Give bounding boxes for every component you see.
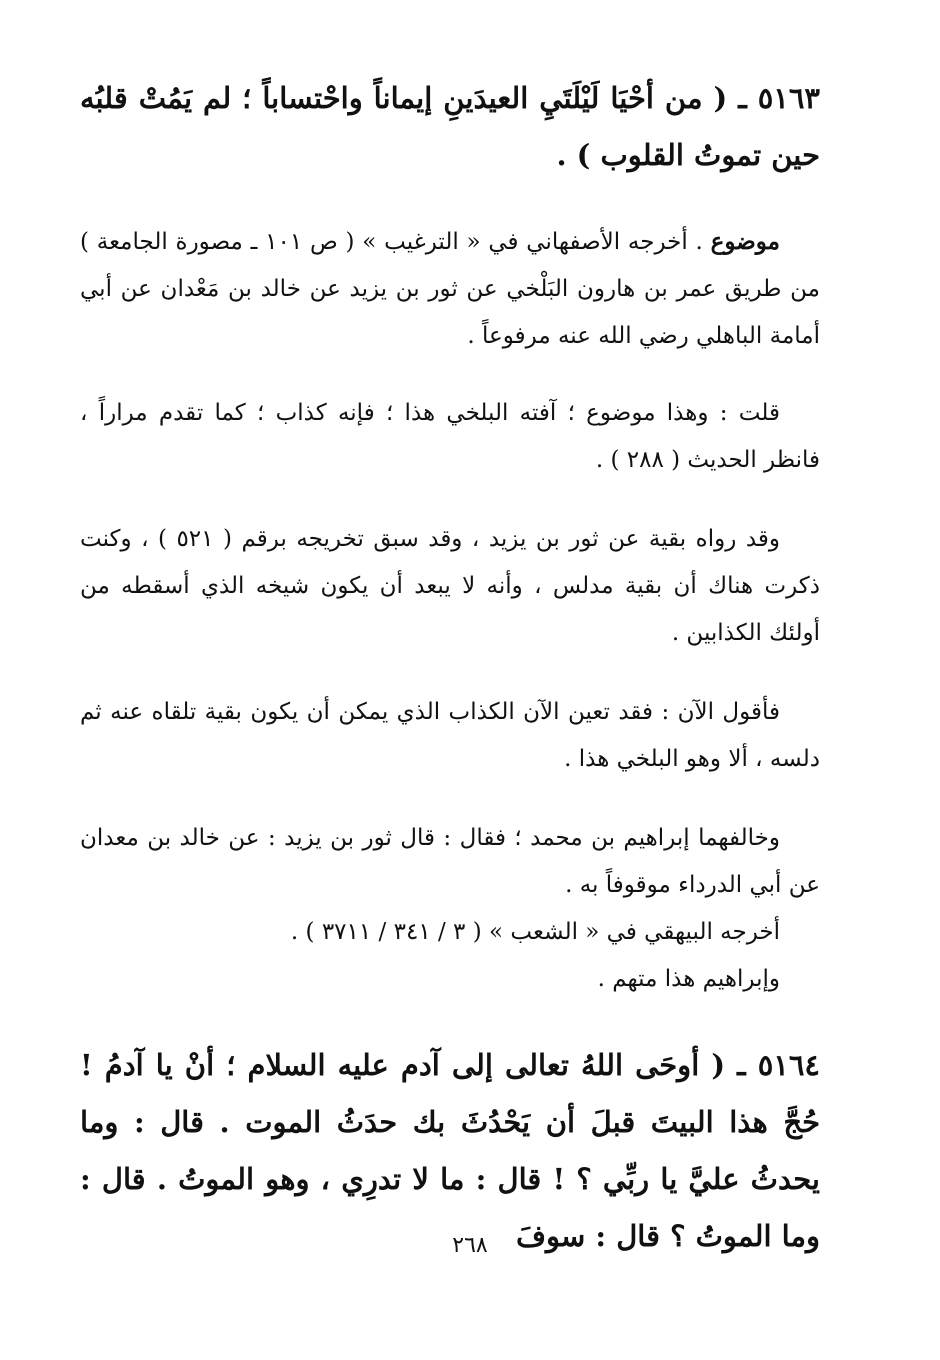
grading-label: موضوع bbox=[710, 228, 780, 255]
grading-paragraph bbox=[80, 218, 820, 360]
comment-text-2: وقد رواه بقية عن ثور بن يزيد ، وقد سبق تخريجه برقم ( ٥٢١ ) ، وكنت ذكرت هناك أن بقية مدلس ، وأنه لا يبعد أن يكون شيخه الذي أسقطه من أولئك الكذابين . bbox=[80, 526, 820, 646]
note-paragraph bbox=[80, 956, 820, 1003]
comment-paragraph-1 bbox=[80, 390, 820, 484]
takhrij-text: أخرجه البيهقي في « الشعب » ( ٣ / ٣٤١ / ٣٧١١ ) . bbox=[290, 919, 780, 945]
hadith-5163-text: ٥١٦٣ ـ ( من أحْيَا لَيْلَتَيِ العيدَينِ إيماناً واحْتساباً ؛ لم يَمُتْ قلبُه حين تموتُ القلوب ) . bbox=[80, 81, 820, 172]
comment-paragraph-3 bbox=[80, 689, 820, 783]
takhrij-paragraph bbox=[80, 909, 820, 956]
comment-text-3: فأقول الآن : فقد تعين الآن الكذاب الذي يمكن أن يكون بقية تلقاه عنه ثم دلسه ، ألا وهو البلخي هذا . bbox=[80, 699, 820, 772]
comment-paragraph-4 bbox=[80, 815, 820, 909]
page-body bbox=[80, 70, 820, 1265]
page-number: ٢٦٨ bbox=[452, 1233, 488, 1258]
hadith-5164 bbox=[80, 1037, 820, 1265]
hadith-5164-text: ٥١٦٤ ـ ( أوحَى اللهُ تعالى إلى آدم عليه السلام ؛ أنْ يا آدمُ ! حُجَّ هذا البيتَ قبلَ أن يَحْدُثَ بك حدَثُ الموت . قال : وما يحدثُ عليَّ يا ربِّي ؟ ! قال : ما لا تدرِي ، وهو الموتُ . قال : وما الموتُ ؟ قال : سوفَ bbox=[80, 1048, 820, 1253]
note-text: وإبراهيم هذا متهم . bbox=[597, 966, 780, 992]
comment-paragraph-2 bbox=[80, 516, 820, 657]
comment-text-1: قلت : وهذا موضوع ؛ آفته البلخي هذا ؛ فإنه كذاب ؛ كما تقدم مراراً ، فانظر الحديث ( ٢٨٨ ) . bbox=[80, 400, 820, 473]
grading-text: . أخرجه الأصفهاني في « الترغيب » ( ص ١٠١ ـ مصورة الجامعة ) من طريق عمر بن هارون البَلْخي عن ثور بن يزيد عن خالد بن مَعْدان عن أبي أمامة الباهلي رضي الله عنه مرفوعاً . bbox=[80, 229, 820, 349]
comment-text-4: وخالفهما إبراهيم بن محمد ؛ فقال : قال ثور بن يزيد : عن خالد بن معدان عن أبي الدرداء موقوفاً به . bbox=[80, 825, 820, 898]
hadith-5163 bbox=[80, 70, 820, 184]
